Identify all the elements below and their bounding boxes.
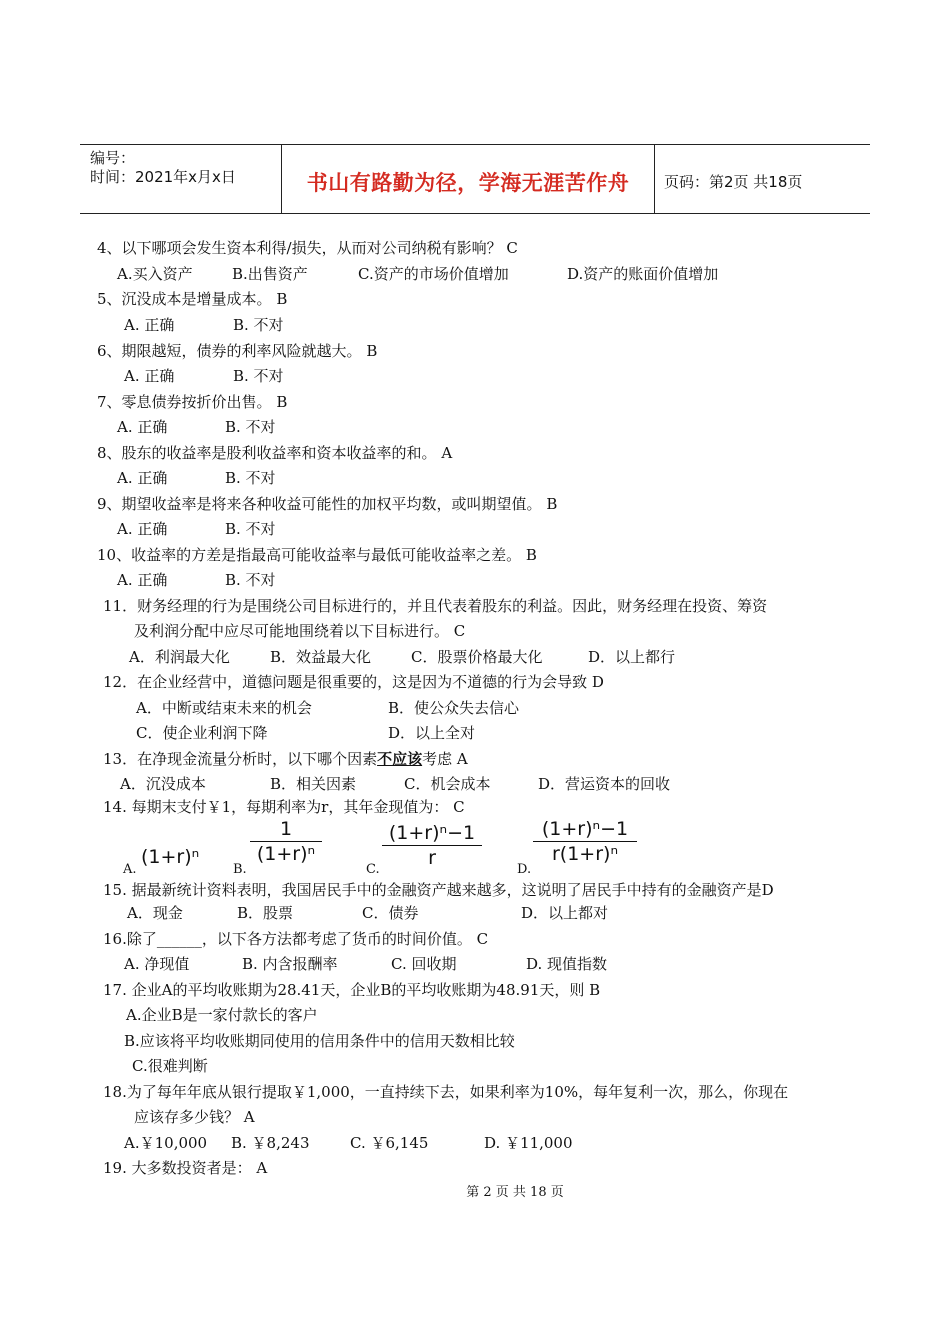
- page-footer: [0, 1181, 950, 1200]
- option: D. 现值指数: [526, 955, 608, 973]
- question-text: 13．在净现金流量分析时，以下哪个因素: [103, 750, 378, 768]
- formula-option-label: C.: [366, 862, 380, 877]
- question-line: 4、以下哪项会发生资本利得/损失，从而对公司纳税有影响？ C: [97, 239, 518, 257]
- option: C．使企业利润下降: [136, 724, 268, 742]
- option: A. 正确: [124, 367, 175, 385]
- question-line: 及利润分配中应尽可能地围绕着以下目标进行。 C: [134, 622, 466, 640]
- question-line: 14. 每期末支付￥1，每期利率为r，其年金现值为： C: [103, 798, 465, 816]
- formula-option-c: [382, 822, 482, 869]
- option: A.买入资产: [117, 265, 193, 283]
- header-page-info: 页码：第2页 共18页: [664, 173, 803, 191]
- option-line: A.企业B是一家付款长的客户: [126, 1006, 318, 1024]
- option: B. 内含报酬率: [242, 955, 338, 973]
- option: A．沉没成本: [120, 775, 206, 793]
- option: D．以上都行: [588, 648, 676, 666]
- option: B. ￥8,243: [231, 1134, 310, 1152]
- option: A. 净现值: [124, 955, 190, 973]
- fraction-denominator: (1+r)ⁿ: [256, 843, 316, 865]
- option-line: B.应该将平均收账期同使用的信用条件中的信用天数相比较: [124, 1032, 515, 1050]
- number-label: 编号：: [90, 149, 136, 167]
- question-line: 8、股东的收益率是股利收益率和资本收益率的和。 A: [97, 444, 453, 462]
- option: B. 不对: [225, 571, 276, 589]
- option: D．营运资本的回收: [538, 775, 671, 793]
- option: B. 不对: [233, 316, 284, 334]
- option: A．现金: [127, 904, 183, 922]
- question-line: 18.为了每年年底从银行提取￥1,000，一直持续下去，如果利率为10%，每年复利一次，那么，你现在: [103, 1083, 789, 1101]
- fraction-numerator: 1: [250, 818, 322, 842]
- question-line: 5、沉没成本是增量成本。 B: [97, 290, 288, 308]
- question-line: 12．在企业经营中，道德问题是很重要的，这是因为不道德的行为会导致 D: [103, 673, 604, 691]
- option: B．股票: [237, 904, 294, 922]
- option: C．机会成本: [404, 775, 491, 793]
- fraction-numerator: (1+r)ⁿ−1: [533, 818, 637, 842]
- formula-option-label: D.: [517, 862, 532, 877]
- option: A．中断或结束未来的机会: [136, 699, 312, 717]
- option: B．使公众失去信心: [388, 699, 520, 717]
- option: D.资产的账面价值增加: [567, 265, 719, 283]
- header-meta: [90, 149, 236, 187]
- option: A. 正确: [117, 571, 168, 589]
- formula-option-d: [533, 818, 637, 865]
- option: A. 正确: [117, 418, 168, 436]
- option: B. 不对: [225, 418, 276, 436]
- formula-option-a: (1+r)ⁿ: [141, 846, 200, 868]
- header-divider: [654, 145, 655, 213]
- fraction-denominator: r(1+r)ⁿ: [551, 843, 619, 865]
- option: D．以上全对: [388, 724, 476, 742]
- option: A. 正确: [124, 316, 175, 334]
- question-text: 考虑 A: [422, 750, 468, 768]
- footer-page-number: 第 2 页 共 18 页: [466, 1185, 564, 1200]
- fraction-numerator: (1+r)ⁿ−1: [382, 822, 482, 846]
- fraction-denominator: r: [428, 847, 436, 869]
- option: A．利润最大化: [129, 648, 230, 666]
- time-label: 时间：2021年x月x日: [90, 168, 236, 186]
- option: B. 不对: [225, 469, 276, 487]
- question-line: 10、收益率的方差是指最高可能收益率与最低可能收益率之差。 B: [97, 546, 537, 564]
- option: D．以上都对: [521, 904, 609, 922]
- option: D. ￥11,000: [484, 1134, 573, 1152]
- question-line: 17. 企业A的平均收账期为28.41天，企业B的平均收账期为48.91天，则 B: [103, 981, 601, 999]
- question-line: 16.除了______，以下各方法都考虑了货币的时间价值。 C: [103, 930, 489, 948]
- option: C. ￥6,145: [350, 1134, 429, 1152]
- option: B．相关因素: [270, 775, 357, 793]
- option: A.￥10,000: [124, 1134, 208, 1152]
- option: A. 正确: [117, 469, 168, 487]
- document-header: [80, 144, 870, 214]
- formula-option-b: [250, 818, 322, 865]
- question-line: 19. 大多数投资者是： A: [103, 1159, 268, 1177]
- option: B．效益最大化: [270, 648, 372, 666]
- formula-option-label: A.: [123, 862, 137, 877]
- option: A. 正确: [117, 520, 168, 538]
- option: C.资产的市场价值增加: [358, 265, 509, 283]
- question-line: 6、期限越短，债券的利率风险就越大。 B: [97, 342, 378, 360]
- question-line: 9、期望收益率是将来各种收益可能性的加权平均数，或叫期望值。 B: [97, 495, 558, 513]
- header-motto: 书山有路勤为径，学海无涯苦作舟: [306, 171, 630, 195]
- question-line: 11．财务经理的行为是围绕公司目标进行的，并且代表着股东的利益。因此，财务经理在投资、筹资: [103, 597, 768, 615]
- option: B. 不对: [233, 367, 284, 385]
- question-line: [103, 749, 468, 769]
- option: C. 回收期: [391, 955, 457, 973]
- question-line: 应该存多少钱？ A: [134, 1108, 255, 1126]
- option: C．股票价格最大化: [411, 648, 543, 666]
- option: B. 不对: [225, 520, 276, 538]
- option: C．债券: [362, 904, 419, 922]
- option: B.出售资产: [232, 265, 308, 283]
- emphasis-text: 不应该: [377, 750, 423, 768]
- option-line: C.很难判断: [132, 1057, 208, 1075]
- question-line: 7、零息债券按折价出售。 B: [97, 393, 288, 411]
- formula-option-label: B.: [233, 862, 247, 877]
- question-line: 15. 据最新统计资料表明，我国居民手中的金融资产越来越多，这说明了居民手中持有的金融资产是D: [103, 881, 774, 899]
